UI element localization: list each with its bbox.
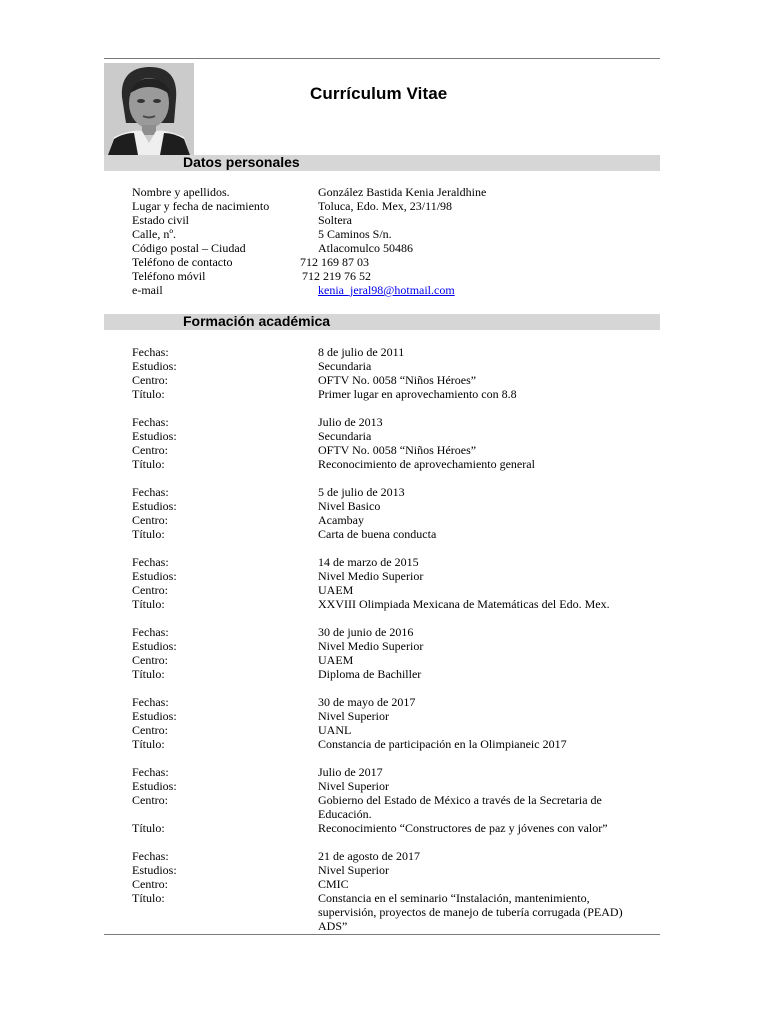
field-value: CMIC bbox=[318, 877, 349, 891]
field-value: Constancia de participación en la Olimpianeic 2017 bbox=[318, 737, 567, 751]
education-row-centro bbox=[132, 443, 652, 457]
field-value: Reconocimiento de aprovechamiento general bbox=[318, 457, 535, 471]
field-value: Reconocimiento “Constructores de paz y jóvenes con valor” bbox=[318, 821, 608, 835]
field-value: XXVIII Olimpiada Mexicana de Matemáticas del Edo. Mex. bbox=[318, 597, 610, 611]
field-value: Nivel Medio Superior bbox=[318, 639, 424, 653]
field-value: 712 169 87 03 bbox=[300, 255, 369, 269]
education-row-estudios bbox=[132, 639, 652, 653]
personal-row-postal-city bbox=[132, 241, 652, 255]
education-row-fechas bbox=[132, 695, 652, 709]
field-label: Estudios: bbox=[132, 779, 177, 793]
entry-spacer bbox=[132, 835, 652, 849]
field-value: Nivel Superior bbox=[318, 709, 389, 723]
field-value: Gobierno del Estado de México a través de la Secretaria de Educación. bbox=[318, 793, 602, 821]
field-label: Título: bbox=[132, 821, 165, 835]
field-value: Acambay bbox=[318, 513, 364, 527]
education-row-estudios bbox=[132, 779, 652, 793]
education-row-estudios bbox=[132, 709, 652, 723]
education-list bbox=[132, 345, 652, 933]
education-row-centro bbox=[132, 793, 652, 821]
personal-row-email bbox=[132, 283, 652, 297]
section-header-personal bbox=[104, 155, 660, 171]
personal-row-phone bbox=[132, 255, 652, 269]
education-row-fechas bbox=[132, 555, 652, 569]
field-value: Soltera bbox=[318, 213, 352, 227]
field-value: Nivel Superior bbox=[318, 779, 389, 793]
field-label: Calle, nº. bbox=[132, 227, 177, 241]
education-entry bbox=[132, 849, 652, 933]
personal-row-mobile bbox=[132, 269, 652, 283]
personal-row-birth bbox=[132, 199, 652, 213]
education-row-estudios bbox=[132, 569, 652, 583]
education-row-titulo bbox=[132, 821, 652, 835]
field-label: Fechas: bbox=[132, 765, 169, 779]
field-value: Carta de buena conducta bbox=[318, 527, 437, 541]
field-value: Nivel Superior bbox=[318, 863, 389, 877]
field-label: Teléfono de contacto bbox=[132, 255, 233, 269]
field-label: Nombre y apellidos. bbox=[132, 185, 230, 199]
field-label: Centro: bbox=[132, 443, 168, 457]
education-row-centro bbox=[132, 877, 652, 891]
field-label: Fechas: bbox=[132, 345, 169, 359]
profile-photo bbox=[104, 63, 194, 155]
field-label: Estado civil bbox=[132, 213, 189, 227]
field-label: Fechas: bbox=[132, 415, 169, 429]
field-value: Julio de 2017 bbox=[318, 765, 383, 779]
bottom-rule bbox=[104, 934, 660, 935]
field-value: UAEM bbox=[318, 583, 354, 597]
field-label: Teléfono móvil bbox=[132, 269, 206, 283]
education-entry bbox=[132, 415, 652, 471]
field-label: Estudios: bbox=[132, 639, 177, 653]
field-value: 5 de julio de 2013 bbox=[318, 485, 405, 499]
field-label: Estudios: bbox=[132, 569, 177, 583]
field-label: Estudios: bbox=[132, 863, 177, 877]
field-label: Estudios: bbox=[132, 429, 177, 443]
field-label: Título: bbox=[132, 387, 165, 401]
field-value: OFTV No. 0058 “Niños Héroes” bbox=[318, 443, 477, 457]
education-row-fechas bbox=[132, 765, 652, 779]
personal-data-list bbox=[132, 185, 652, 297]
field-value: Atlacomulco 50486 bbox=[318, 241, 413, 255]
field-label: Título: bbox=[132, 667, 165, 681]
field-label: Estudios: bbox=[132, 359, 177, 373]
field-value: Constancia en el seminario “Instalación, mantenimiento, supervisión, proyectos de manejo de tubería corrugada (PEAD) ADS” bbox=[318, 891, 623, 933]
field-label: Centro: bbox=[132, 373, 168, 387]
page-title: Currículum Vitae bbox=[310, 84, 448, 103]
field-value: 5 Caminos S/n. bbox=[318, 227, 392, 241]
entry-spacer bbox=[132, 611, 652, 625]
section-title-personal: Datos personales bbox=[183, 154, 300, 170]
field-label: Fechas: bbox=[132, 849, 169, 863]
field-label: Título: bbox=[132, 527, 165, 541]
education-entry bbox=[132, 625, 652, 681]
field-label: Título: bbox=[132, 891, 165, 905]
education-row-estudios bbox=[132, 429, 652, 443]
email-link[interactable]: kenia_jeral98@hotmail.com bbox=[318, 283, 455, 297]
field-label: Título: bbox=[132, 457, 165, 471]
field-value: Diploma de Bachiller bbox=[318, 667, 422, 681]
education-row-fechas bbox=[132, 485, 652, 499]
personal-row-civil-status bbox=[132, 213, 652, 227]
field-label: Fechas: bbox=[132, 625, 169, 639]
entry-spacer bbox=[132, 401, 652, 415]
field-label: Centro: bbox=[132, 877, 168, 891]
field-value bbox=[318, 283, 638, 297]
field-value: 712 219 76 52 bbox=[302, 269, 371, 283]
entry-spacer bbox=[132, 751, 652, 765]
portrait-image bbox=[104, 63, 194, 155]
personal-row-street bbox=[132, 227, 652, 241]
entry-spacer bbox=[132, 541, 652, 555]
field-value: González Bastida Kenia Jeraldhine bbox=[318, 185, 487, 199]
field-label: Estudios: bbox=[132, 499, 177, 513]
field-label: Fechas: bbox=[132, 695, 169, 709]
education-row-titulo bbox=[132, 457, 652, 471]
field-value: 21 de agosto de 2017 bbox=[318, 849, 420, 863]
field-label: Fechas: bbox=[132, 555, 169, 569]
field-value: UANL bbox=[318, 723, 352, 737]
education-row-titulo bbox=[132, 387, 652, 401]
education-row-centro bbox=[132, 723, 652, 737]
field-value: 30 de junio de 2016 bbox=[318, 625, 414, 639]
field-label: Centro: bbox=[132, 513, 168, 527]
education-row-titulo bbox=[132, 737, 652, 751]
personal-row-name bbox=[132, 185, 652, 199]
field-label: Centro: bbox=[132, 723, 168, 737]
education-entry bbox=[132, 765, 652, 835]
education-row-centro bbox=[132, 373, 652, 387]
education-row-fechas bbox=[132, 849, 652, 863]
entry-spacer bbox=[132, 681, 652, 695]
education-row-fechas bbox=[132, 345, 652, 359]
field-label: Título: bbox=[132, 737, 165, 751]
education-row-estudios bbox=[132, 499, 652, 513]
field-value: Primer lugar en aprovechamiento con 8.8 bbox=[318, 387, 517, 401]
field-label: Fechas: bbox=[132, 485, 169, 499]
education-entry bbox=[132, 695, 652, 751]
field-label: Centro: bbox=[132, 793, 168, 807]
field-value: Secundaria bbox=[318, 359, 372, 373]
education-row-centro bbox=[132, 513, 652, 527]
field-label: Título: bbox=[132, 597, 165, 611]
field-value: Julio de 2013 bbox=[318, 415, 383, 429]
field-value: Secundaria bbox=[318, 429, 372, 443]
field-label: Centro: bbox=[132, 583, 168, 597]
education-row-centro bbox=[132, 653, 652, 667]
field-label: Estudios: bbox=[132, 709, 177, 723]
education-row-titulo bbox=[132, 667, 652, 681]
education-entry bbox=[132, 485, 652, 541]
field-label: Centro: bbox=[132, 653, 168, 667]
education-row-centro bbox=[132, 583, 652, 597]
field-value: UAEM bbox=[318, 653, 354, 667]
field-value: Nivel Basico bbox=[318, 499, 381, 513]
education-row-titulo bbox=[132, 597, 652, 611]
education-row-fechas bbox=[132, 625, 652, 639]
field-label: Código postal – Ciudad bbox=[132, 241, 246, 255]
field-value: 30 de mayo de 2017 bbox=[318, 695, 416, 709]
education-entry bbox=[132, 555, 652, 611]
education-row-estudios bbox=[132, 863, 652, 877]
field-label: Lugar y fecha de nacimiento bbox=[132, 199, 270, 213]
education-entry bbox=[132, 345, 652, 401]
field-value: 8 de julio de 2011 bbox=[318, 345, 405, 359]
field-value: OFTV No. 0058 “Niños Héroes” bbox=[318, 373, 477, 387]
field-value: 14 de marzo de 2015 bbox=[318, 555, 419, 569]
education-row-estudios bbox=[132, 359, 652, 373]
top-rule bbox=[104, 58, 660, 59]
education-row-fechas bbox=[132, 415, 652, 429]
entry-spacer bbox=[132, 471, 652, 485]
education-row-titulo bbox=[132, 891, 652, 933]
section-header-academic bbox=[104, 314, 660, 330]
field-value: Nivel Medio Superior bbox=[318, 569, 424, 583]
field-label: e-mail bbox=[132, 283, 163, 297]
education-row-titulo bbox=[132, 527, 652, 541]
field-value: Toluca, Edo. Mex, 23/11/98 bbox=[318, 199, 453, 213]
section-title-academic: Formación académica bbox=[183, 313, 331, 329]
